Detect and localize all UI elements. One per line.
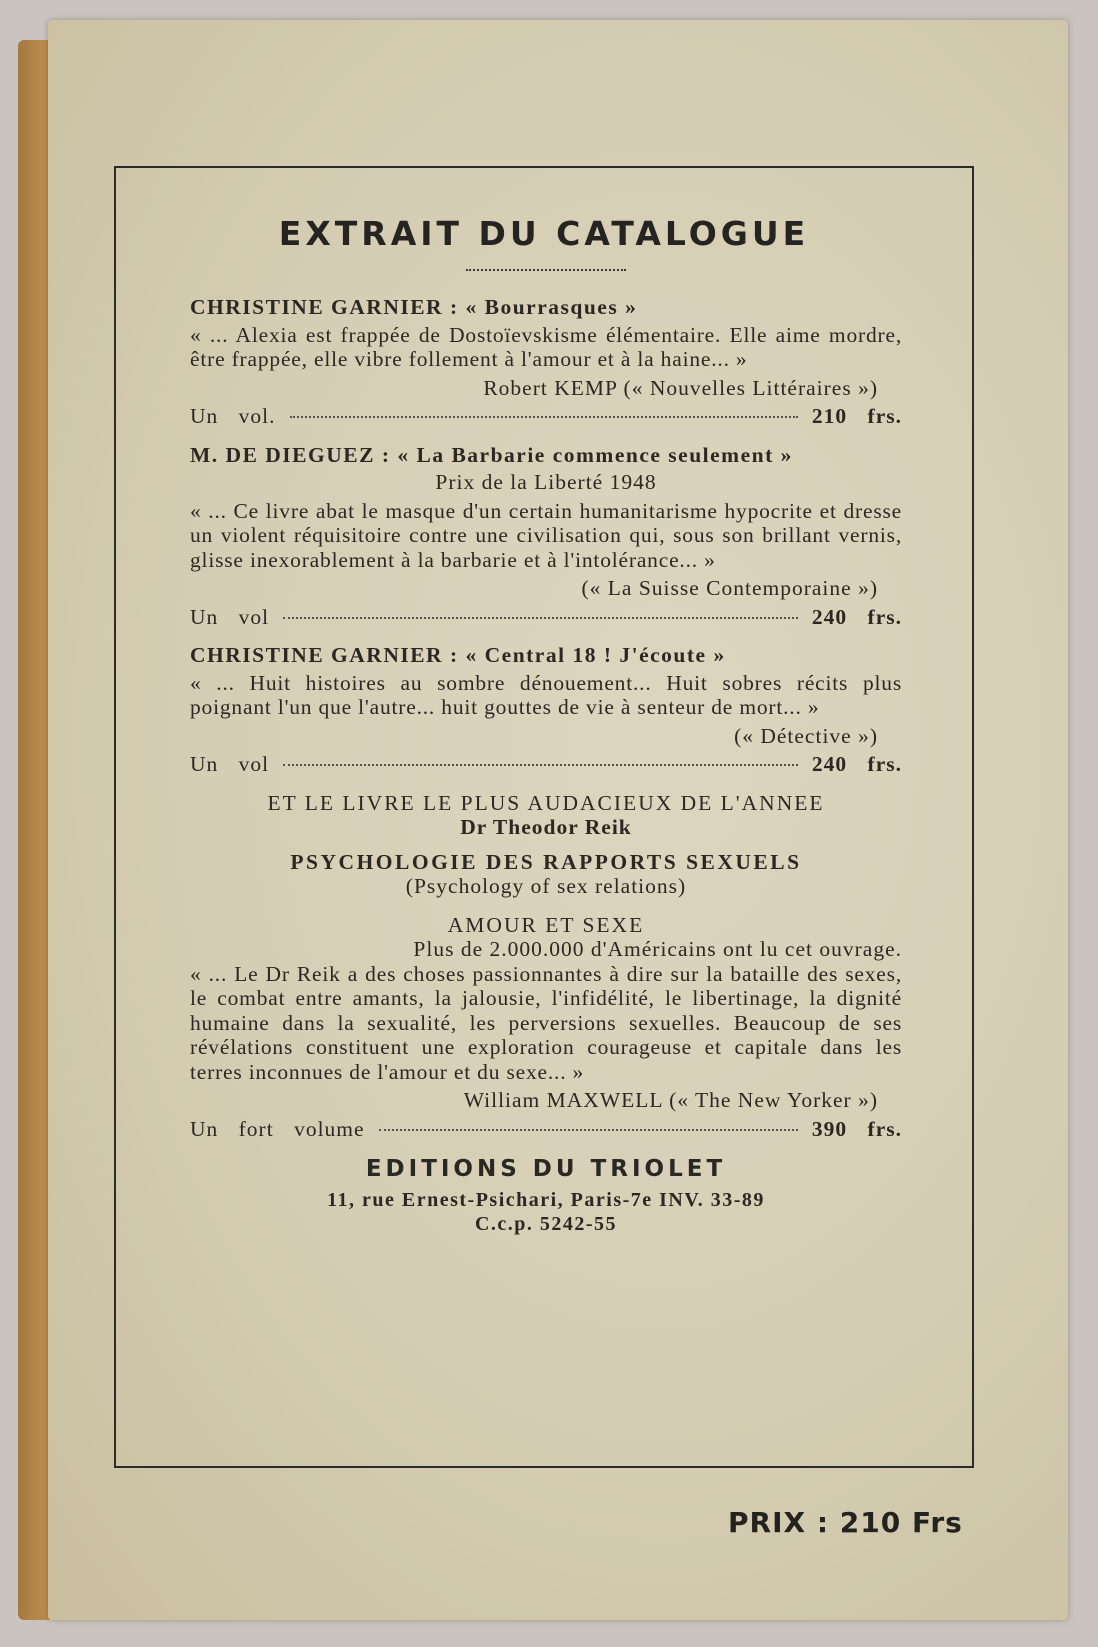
price-label: Un fort volume bbox=[190, 1116, 365, 1141]
dot-leader bbox=[283, 764, 798, 766]
price-label: Un vol. bbox=[190, 404, 276, 428]
featured-readers-note: Plus de 2.000.000 d'Américains ont lu cet ouvrage. bbox=[413, 937, 902, 961]
catalog-entry bbox=[190, 443, 902, 630]
back-cover bbox=[48, 20, 1068, 1620]
publisher-address: 11, rue Ernest-Psichari, Paris-7e INV. 33-89 bbox=[327, 1188, 765, 1211]
catalog-entry bbox=[190, 295, 902, 429]
featured-book bbox=[190, 791, 902, 1142]
publisher-name: EDITIONS DU TRIOLET bbox=[365, 1156, 727, 1182]
entry-source: Robert KEMP (« Nouvelles Littéraires ») bbox=[483, 375, 878, 400]
featured-author: Dr Theodor Reik bbox=[460, 815, 632, 839]
catalog-title: EXTRAIT DU CATALOGUE bbox=[278, 214, 810, 253]
price-line bbox=[190, 1117, 902, 1142]
entry-heading: CHRISTINE GARNIER : « Central 18 ! J'écoute » bbox=[190, 643, 726, 667]
catalog-content bbox=[190, 295, 902, 1237]
entry-quote: « ... Ce livre abat le masque d'un certain humanitarisme hypocrite et dresse un violent réquisitoire contre une civilisation qui, sous son brillant vernis, glisse inexorablement à la barbarie et à l'intolérance... » bbox=[190, 498, 902, 572]
featured-heading: ET LE LIVRE LE PLUS AUDACIEUX DE L'ANNEE bbox=[267, 790, 825, 815]
dot-leader bbox=[290, 416, 798, 418]
dot-leader bbox=[379, 1129, 798, 1131]
price-value: 390 frs. bbox=[811, 1116, 902, 1141]
price-value: 240 frs. bbox=[811, 604, 902, 629]
price-label: Un vol bbox=[190, 604, 270, 629]
price-label: Un vol bbox=[190, 752, 270, 776]
price-line bbox=[190, 605, 902, 630]
entry-quote: « ... Huit histoires au sombre dénouement... Huit sobres récits plus poignant l'un que l'autre... huit gouttes de vie à senteur de mort... » bbox=[190, 670, 902, 719]
featured-subtitle: AMOUR ET SEXE bbox=[447, 912, 645, 937]
price-value: 210 frs. bbox=[811, 404, 902, 428]
catalog-frame bbox=[114, 166, 974, 1468]
entry-prize: Prix de la Liberté 1948 bbox=[435, 470, 657, 494]
price-line bbox=[190, 752, 902, 777]
entry-source: (« Détective ») bbox=[734, 723, 878, 748]
featured-source: William MAXWELL (« The New Yorker ») bbox=[463, 1088, 878, 1112]
entry-heading: CHRISTINE GARNIER : « Bourrasques » bbox=[190, 295, 638, 319]
catalog-entry bbox=[190, 643, 902, 777]
featured-book-title: PSYCHOLOGIE DES RAPPORTS SEXUELS bbox=[290, 849, 802, 874]
entry-source: (« La Suisse Contemporaine ») bbox=[581, 576, 878, 600]
cover-price: PRIX : 210 Frs bbox=[728, 1506, 963, 1539]
dot-leader bbox=[283, 617, 798, 619]
featured-original-title: (Psychology of sex relations) bbox=[405, 874, 687, 898]
price-value: 240 frs. bbox=[811, 752, 902, 776]
publisher-ccp: C.c.p. 5242-55 bbox=[474, 1213, 618, 1235]
title-underline bbox=[466, 269, 626, 271]
entry-heading: M. DE DIEGUEZ : « La Barbarie commence seulement » bbox=[190, 442, 793, 467]
entry-quote: « ... Alexia est frappée de Dostoïevskisme élémentaire. Elle aime mordre, être frappée, elle vibre follement à l'amour et à la haine... » bbox=[190, 322, 902, 371]
featured-quote: « ... Le Dr Reik a des choses passionnantes à dire sur la bataille des sexes, le combat entre amants, la jalousie, l'infidélité, le libertinage, la dignité humaine dans la sexualité, les perversions sexuelles. Beaucoup de ses révélations constituent une exploration courageuse et capitale dans les terres inconnues de l'amour et du sexe... » bbox=[190, 961, 902, 1084]
price-line bbox=[190, 404, 902, 429]
